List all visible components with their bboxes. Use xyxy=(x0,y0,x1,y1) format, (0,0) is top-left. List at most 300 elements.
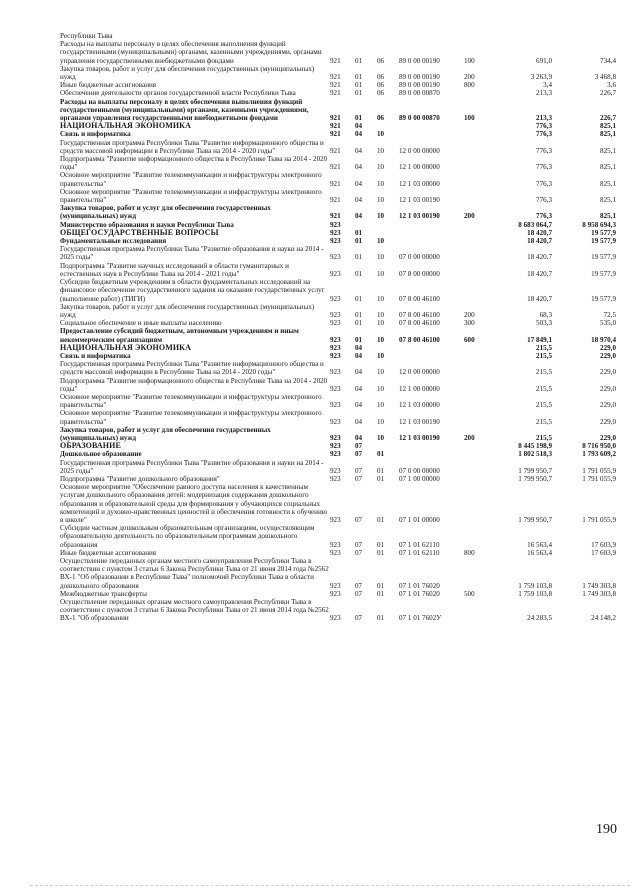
row-cs xyxy=(399,221,464,229)
row-grbs: 923 xyxy=(330,548,341,557)
row-name: НАЦИОНАЛЬНАЯ ЭКОНОМИКА xyxy=(60,342,191,352)
row-vr: 100 xyxy=(464,114,475,123)
row-vr: 200 xyxy=(464,73,475,82)
table-row xyxy=(60,557,616,590)
row-name: Подпрограмма "Развитие информационного общества в Республике Тыва на 2014 - 2020 годы" xyxy=(60,376,328,393)
row-sum-1: 215,5 xyxy=(536,384,552,393)
row-podrazdel xyxy=(377,122,399,130)
table-row xyxy=(60,319,616,327)
row-sum-2: 825,1 xyxy=(600,130,616,139)
row-grbs: 923 xyxy=(330,474,341,483)
row-name: Осуществление переданных органам местного самоуправления Республики Тыва в соответствии с пунктом 3 статьи 6 Закона Республики Тыва от 21 июня 2014 года №2562 ВХ-1 "Об образовании xyxy=(60,598,329,623)
row-grbs: 923 xyxy=(330,442,341,451)
row-razdel: 04 xyxy=(355,163,363,172)
row-vr: 300 xyxy=(464,319,475,328)
row-razdel: 04 xyxy=(355,401,363,410)
row-cs: 07 1 01 7602У xyxy=(399,614,442,623)
budget-rows xyxy=(60,32,616,623)
row-sum-1: 18 420,7 xyxy=(527,253,552,262)
row-podrazdel: 10 xyxy=(377,212,385,221)
row-vr xyxy=(464,442,488,450)
row-name: Министерство образования и науки Республики Тыва xyxy=(60,220,234,229)
table-row xyxy=(60,188,616,204)
row-sum-2: 8 958 694,3 xyxy=(582,220,616,229)
row-grbs: 923 xyxy=(330,294,341,303)
row-podrazdel: 10 xyxy=(377,319,385,328)
row-razdel: 01 xyxy=(355,335,363,344)
row-sum-2: 19 577,9 xyxy=(591,269,616,278)
row-name: Государственная программа Республики Тыва "Развитие информационного общества и средств массовой информации в Республике Тыва на 2014 - 2020 годы" xyxy=(60,360,324,377)
table-row xyxy=(60,475,616,483)
row-vr xyxy=(464,229,488,237)
row-podrazdel: 06 xyxy=(377,89,385,98)
row-grbs: 923 xyxy=(330,319,341,328)
row-razdel: 07 xyxy=(355,548,363,557)
row-razdel: 04 xyxy=(355,179,363,188)
row-grbs: 921 xyxy=(330,212,341,221)
row-grbs: 923 xyxy=(330,417,341,426)
row-sum-1: 215,5 xyxy=(536,433,552,442)
row-podrazdel: 10 xyxy=(377,335,385,344)
row-sum-1: 691,0 xyxy=(536,56,552,65)
row-sum-1: 18 420,7 xyxy=(527,294,552,303)
row-cs: 12 1 03 00190 xyxy=(399,433,440,442)
row-razdel: 04 xyxy=(355,433,363,442)
row-grbs: 921 xyxy=(330,73,341,82)
row-cs: 07 8 00 46100 xyxy=(399,335,440,344)
row-sum-2: 229,0 xyxy=(600,343,616,352)
row-name: Фундаментальные исследования xyxy=(60,237,167,246)
row-name: Иные бюджетные ассигнования xyxy=(60,81,157,90)
row-sum-1: 776,3 xyxy=(536,146,552,155)
row-sum-2: 226,7 xyxy=(600,89,616,98)
row-cs xyxy=(399,352,464,360)
table-row xyxy=(60,549,616,557)
row-vr xyxy=(464,459,488,475)
row-name: Государственная программа Республики Тыва "Развитие образования и науки на 2014 - 2025 годы" xyxy=(60,245,324,262)
row-sum-2: 825,1 xyxy=(600,179,616,188)
row-cs: 12 1 00 00000 xyxy=(399,384,440,393)
table-row xyxy=(60,524,616,549)
row-sum-2: 1 749 303,8 xyxy=(582,589,616,598)
row-vr xyxy=(464,450,488,458)
row-razdel: 07 xyxy=(355,540,363,549)
row-grbs: 923 xyxy=(330,515,341,524)
row-grbs: 923 xyxy=(330,450,341,459)
row-vr xyxy=(464,598,488,623)
row-grbs: 921 xyxy=(330,114,341,123)
row-sum-1: 16 563,4 xyxy=(527,540,552,549)
row-grbs: 923 xyxy=(330,351,341,360)
row-podrazdel: 10 xyxy=(377,237,385,246)
row-podrazdel: 10 xyxy=(377,253,385,262)
row-grbs: 921 xyxy=(330,130,341,139)
row-grbs: 923 xyxy=(330,310,341,319)
row-vr xyxy=(464,89,488,97)
row-podrazdel xyxy=(377,229,399,237)
row-name: Закупка товаров, работ и услуг для обеспечения государственных (муниципальных) нужд xyxy=(60,425,271,442)
row-sum-1: 776,3 xyxy=(536,196,552,205)
row-vr xyxy=(464,122,488,130)
row-sum-2: 229,0 xyxy=(600,401,616,410)
table-row xyxy=(60,442,616,450)
row-cs: 12 1 03 00000 xyxy=(399,401,440,410)
row-razdel: 01 xyxy=(355,56,363,65)
row-razdel: 04 xyxy=(355,130,363,139)
row-vr xyxy=(464,344,488,352)
row-sum-1: 8 445 198,9 xyxy=(518,442,552,451)
row-sum-1: 18 420,7 xyxy=(527,228,552,237)
row-cs: 12 1 03 00190 xyxy=(399,417,440,426)
row-sum-1: 215,5 xyxy=(536,343,552,352)
row-cs: 07 1 01 62110 xyxy=(399,540,440,549)
row-vr xyxy=(464,393,488,409)
row-sum-1: 215,5 xyxy=(536,368,552,377)
row-name: Основное мероприятие "Обеспечение равного доступа населения к качественным услугам дошкольного образования детей: модернизация содержания дошкольного образования и образовательной среды для формирования у обучающихся социальных компетенций и духовно-нравственных ценностей и обеспечения готовности к обучению в школе" xyxy=(60,483,328,524)
row-sum-1: 215,5 xyxy=(536,401,552,410)
row-cs: 89 0 00 00190 xyxy=(399,81,440,90)
row-name: Межбюджетные трансферты xyxy=(60,589,147,598)
row-vr: 500 xyxy=(464,589,475,598)
row-name: Связь и информатика xyxy=(60,130,131,139)
row-sum-1: 776,3 xyxy=(536,163,552,172)
row-sum-1: 503,3 xyxy=(536,319,552,328)
row-sum-1: 3 263,9 xyxy=(530,73,552,82)
row-grbs: 923 xyxy=(330,581,341,590)
row-vr: 200 xyxy=(464,310,475,319)
row-cs: 07 0 00 00000 xyxy=(399,253,440,262)
row-name: Осуществление переданных органам местного самоуправления Республики Тыва в соответствии с пунктом 3 статьи 6 Закона Республики Тыва от 21 июня 2014 года №2562 ВХ-1 "Об образовании в Республике Тыва" полномочий Республики Тыва в области дошкольного образования xyxy=(60,557,329,590)
row-razdel: 01 xyxy=(355,310,363,319)
row-razdel: 01 xyxy=(355,81,363,90)
row-cs: 07 1 01 76020 xyxy=(399,589,440,598)
table-row xyxy=(60,393,616,409)
row-sum-2: 19 577,9 xyxy=(591,228,616,237)
row-vr: 800 xyxy=(464,81,475,90)
row-podrazdel: 01 xyxy=(377,474,385,483)
table-row xyxy=(60,303,616,319)
table-row xyxy=(60,598,616,623)
row-razdel: 04 xyxy=(355,417,363,426)
row-razdel: 01 xyxy=(355,89,363,98)
row-podrazdel: 01 xyxy=(377,515,385,524)
row-podrazdel: 10 xyxy=(377,433,385,442)
row-razdel: 01 xyxy=(355,319,363,328)
row-cs: 07 1 01 62110 xyxy=(399,548,440,557)
row-podrazdel: 01 xyxy=(377,450,385,459)
row-sum-2: 229,0 xyxy=(600,433,616,442)
row-name: Социальное обеспечение и иные выплаты населению xyxy=(60,319,222,328)
row-razdel: 04 xyxy=(355,212,363,221)
row-razdel: 01 xyxy=(355,294,363,303)
row-sum-1: 213,3 xyxy=(536,114,552,123)
table-row xyxy=(60,89,616,97)
row-sum-1: 1 799 950,7 xyxy=(518,466,552,475)
row-vr xyxy=(464,557,488,590)
row-sum-1: 1 759 103,8 xyxy=(518,589,552,598)
row-sum-1: 16 563,4 xyxy=(527,548,552,557)
row-podrazdel: 01 xyxy=(377,548,385,557)
row-vr xyxy=(464,171,488,187)
row-sum-2: 19 577,9 xyxy=(591,253,616,262)
row-name: Основное мероприятие "Развитие телекоммуникации и инфраструктуры электронного правительства" xyxy=(60,187,322,205)
row-podrazdel: 10 xyxy=(377,401,385,410)
row-name: Государственная программа Республики Тыва "Развитие образования и науки на 2014 - 2025 годы" xyxy=(60,458,324,475)
row-cs: 12 0 00 00000 xyxy=(399,146,440,155)
row-grbs: 923 xyxy=(330,589,341,598)
row-name: Субсидии частным дошкольным образовательным организациям, осуществляющим образовательную деятельность по образовательным программам дошкольного образования xyxy=(60,524,315,549)
row-podrazdel: 01 xyxy=(377,466,385,475)
row-grbs: 923 xyxy=(330,614,341,623)
table-row xyxy=(60,278,616,303)
table-row xyxy=(60,377,616,393)
row-sum-1: 1 799 950,7 xyxy=(518,474,552,483)
row-grbs: 921 xyxy=(330,196,341,205)
row-vr xyxy=(464,475,488,483)
table-row xyxy=(60,204,616,220)
row-vr xyxy=(464,377,488,393)
row-podrazdel: 06 xyxy=(377,56,385,65)
row-podrazdel xyxy=(377,442,399,450)
row-name: Республики Тыва Расходы на выплаты персоналу в целях обеспечения выполнения функций государственными (муниципальными) органами, казенными учреждениями, органами управления государственными внебюджетными фондами xyxy=(60,32,322,65)
row-name: Закупка товаров, работ и услуг для обеспечения государственных (муниципальных) нужд xyxy=(60,204,271,221)
row-vr xyxy=(464,409,488,425)
table-row xyxy=(60,344,616,352)
table-row xyxy=(60,122,616,130)
row-cs xyxy=(399,344,464,352)
row-podrazdel: 10 xyxy=(377,146,385,155)
row-grbs: 923 xyxy=(330,237,341,246)
row-podrazdel: 01 xyxy=(377,540,385,549)
row-podrazdel: 10 xyxy=(377,196,385,205)
row-sum-2: 229,0 xyxy=(600,417,616,426)
table-row xyxy=(60,352,616,360)
row-name: Расходы на выплаты персоналу в целях обеспечения выполнения функций государственными (муниципальными) органами, казенными учреждениями, органами управления государственными внебюджетными фондами xyxy=(60,97,309,123)
row-grbs: 921 xyxy=(330,56,341,65)
row-razdel: 07 xyxy=(355,589,363,598)
row-sum-1: 17 849,1 xyxy=(527,335,552,344)
row-podrazdel: 10 xyxy=(377,294,385,303)
row-cs: 07 8 00 00000 xyxy=(399,269,440,278)
row-sum-2: 1 749 303,8 xyxy=(582,581,616,590)
table-row xyxy=(60,32,616,65)
row-grbs: 923 xyxy=(330,384,341,393)
row-grbs: 923 xyxy=(330,433,341,442)
row-sum-2: 229,0 xyxy=(600,384,616,393)
row-podrazdel: 10 xyxy=(377,130,385,139)
row-razdel: 07 xyxy=(355,515,363,524)
row-name: Обеспечение деятельности органов государственной власти Республики Тыва xyxy=(60,89,296,98)
row-sum-2: 3,6 xyxy=(607,81,616,90)
row-podrazdel: 06 xyxy=(377,114,385,123)
row-sum-2: 825,1 xyxy=(600,163,616,172)
row-razdel: 01 xyxy=(355,269,363,278)
row-sum-2: 825,1 xyxy=(600,146,616,155)
table-row xyxy=(60,450,616,458)
row-grbs: 923 xyxy=(330,253,341,262)
row-sum-1: 24 283,5 xyxy=(527,614,552,623)
row-sum-2: 1 791 055,9 xyxy=(582,474,616,483)
row-razdel: 01 xyxy=(355,253,363,262)
row-podrazdel: 06 xyxy=(377,81,385,90)
row-vr: 200 xyxy=(464,433,475,442)
row-cs xyxy=(399,229,464,237)
row-sum-2: 535,0 xyxy=(600,319,616,328)
table-row xyxy=(60,81,616,89)
table-row xyxy=(60,130,616,138)
table-row xyxy=(60,229,616,237)
row-sum-2: 18 970,4 xyxy=(591,335,616,344)
row-razdel: 01 xyxy=(355,237,363,246)
row-name: Субсидии бюджетным учреждениям в области фундаментальных исследований на финансовое обеспечение государственного задания на оказание государственных услуг (выполнение работ) (ТИГИ) xyxy=(60,278,325,303)
row-razdel: 01 xyxy=(355,73,363,82)
row-cs: 07 1 01 76020 xyxy=(399,581,440,590)
row-sum-2: 19 577,9 xyxy=(591,294,616,303)
row-podrazdel: 01 xyxy=(377,589,385,598)
row-sum-1: 1 759 103,8 xyxy=(518,581,552,590)
row-vr xyxy=(464,237,488,245)
table-row xyxy=(60,262,616,278)
row-razdel: 04 xyxy=(355,196,363,205)
row-sum-2: 17 603,9 xyxy=(591,548,616,557)
row-name: Связь и информатика xyxy=(60,351,131,360)
row-razdel: 04 xyxy=(355,384,363,393)
row-sum-2: 825,1 xyxy=(600,122,616,131)
row-sum-1: 18 420,7 xyxy=(527,237,552,246)
table-row xyxy=(60,459,616,475)
row-grbs: 923 xyxy=(330,540,341,549)
row-sum-2: 17 603,9 xyxy=(591,540,616,549)
table-row xyxy=(60,171,616,187)
row-vr xyxy=(464,360,488,376)
table-row xyxy=(60,426,616,442)
row-podrazdel: 01 xyxy=(377,614,385,623)
row-grbs: 923 xyxy=(330,401,341,410)
row-grbs: 921 xyxy=(330,163,341,172)
row-name: Иные бюджетные ассигнования xyxy=(60,548,157,557)
row-grbs: 921 xyxy=(330,81,341,90)
row-grbs: 921 xyxy=(330,146,341,155)
row-sum-2: 19 577,9 xyxy=(591,237,616,246)
row-grbs: 923 xyxy=(330,466,341,475)
row-sum-1: 215,5 xyxy=(536,417,552,426)
table-row xyxy=(60,98,616,123)
row-cs: 12 1 03 00190 xyxy=(399,196,440,205)
row-grbs: 921 xyxy=(330,179,341,188)
row-sum-2: 1 791 055,9 xyxy=(582,466,616,475)
table-row xyxy=(60,245,616,261)
row-cs: 89 0 00 00190 xyxy=(399,56,440,65)
row-sum-1: 776,3 xyxy=(536,179,552,188)
row-razdel: 04 xyxy=(355,351,363,360)
row-vr: 200 xyxy=(464,212,475,221)
table-row xyxy=(60,590,616,598)
row-name: Государственная программа Республики Тыва "Развитие информационного общества и средств массовой информации в Республике Тыва на 2014 - 2020 годы" xyxy=(60,138,324,155)
row-sum-1: 776,3 xyxy=(536,122,552,131)
row-grbs: 923 xyxy=(330,220,341,229)
row-cs: 89 0 00 00870 xyxy=(399,89,440,98)
row-sum-2: 72,5 xyxy=(603,310,616,319)
row-vr xyxy=(464,352,488,360)
row-podrazdel xyxy=(377,221,399,229)
row-vr xyxy=(464,262,488,278)
row-sum-1: 776,3 xyxy=(536,130,552,139)
row-grbs: 923 xyxy=(330,228,341,237)
row-podrazdel: 06 xyxy=(377,73,385,82)
row-razdel: 04 xyxy=(355,343,363,352)
row-vr xyxy=(464,278,488,303)
row-vr xyxy=(464,139,488,155)
row-name: Закупка товаров, работ и услуг для обеспечения государственных (муниципальных) нужд xyxy=(60,302,315,319)
table-row xyxy=(60,483,616,524)
row-name: ОБРАЗОВАНИЕ xyxy=(60,441,121,451)
row-cs: 89 0 00 00870 xyxy=(399,114,440,123)
row-cs xyxy=(399,237,464,245)
row-cs xyxy=(399,122,464,130)
table-row xyxy=(60,139,616,155)
row-razdel: 04 xyxy=(355,368,363,377)
row-razdel: 07 xyxy=(355,442,363,451)
row-name: Основное мероприятие "Развитие телекоммуникации и инфраструктуры электронного правительства" xyxy=(60,392,322,410)
row-sum-2: 1 793 609,2 xyxy=(582,450,616,459)
row-sum-1: 213,3 xyxy=(536,89,552,98)
row-vr xyxy=(464,188,488,204)
row-razdel xyxy=(355,221,377,229)
row-sum-1: 8 683 064,7 xyxy=(518,220,552,229)
row-razdel: 01 xyxy=(355,228,363,237)
row-vr xyxy=(464,130,488,138)
row-cs: 07 1 00 00000 xyxy=(399,474,440,483)
table-row xyxy=(60,237,616,245)
row-cs: 12 1 00 00000 xyxy=(399,163,440,172)
row-podrazdel: 10 xyxy=(377,384,385,393)
row-podrazdel: 10 xyxy=(377,269,385,278)
row-name: ОБЩЕГОСУДАРСТВЕННЫЕ ВОПРОСЫ xyxy=(60,227,219,237)
row-vr xyxy=(464,221,488,229)
row-name: Подпрограмма "Развитие научных исследований в области гуманитарных и естественных наук в Республике Тыва на 2014 - 2021 годы" xyxy=(60,261,289,278)
row-vr: 800 xyxy=(464,548,475,557)
row-vr: 100 xyxy=(464,56,475,65)
row-sum-1: 1 802 518,3 xyxy=(518,450,552,459)
row-sum-2: 229,0 xyxy=(600,351,616,360)
row-name: Основное мероприятие "Развитие телекоммуникации и инфраструктуры электронного правительства" xyxy=(60,409,322,426)
row-razdel: 04 xyxy=(355,122,363,131)
row-podrazdel: 10 xyxy=(377,368,385,377)
table-row xyxy=(60,65,616,81)
row-vr xyxy=(464,524,488,549)
row-podrazdel: 10 xyxy=(377,417,385,426)
row-grbs: 923 xyxy=(330,343,341,352)
row-sum-1: 18 420,7 xyxy=(527,269,552,278)
row-podrazdel: 01 xyxy=(377,581,385,590)
row-sum-2: 226,7 xyxy=(600,114,616,123)
row-sum-1: 3,4 xyxy=(543,81,552,90)
budget-table xyxy=(60,32,616,623)
row-name: НАЦИОНАЛЬНАЯ ЭКОНОМИКА xyxy=(60,121,191,131)
row-sum-2: 3 468,8 xyxy=(594,73,616,82)
row-cs: 07 1 01 00000 xyxy=(399,515,440,524)
row-cs: 12 1 03 00000 xyxy=(399,179,440,188)
row-sum-2: 825,1 xyxy=(600,196,616,205)
row-razdel: 07 xyxy=(355,581,363,590)
row-name: Закупка товаров, работ и услуг для обеспечения государственных (муниципальных) нужд xyxy=(60,64,315,82)
table-row xyxy=(60,155,616,171)
table-row xyxy=(60,327,616,343)
row-podrazdel xyxy=(377,344,399,352)
row-sum-2: 734,4 xyxy=(600,56,616,65)
row-sum-2: 8 716 950,0 xyxy=(582,442,616,451)
row-cs: 89 0 00 00190 xyxy=(399,73,440,82)
